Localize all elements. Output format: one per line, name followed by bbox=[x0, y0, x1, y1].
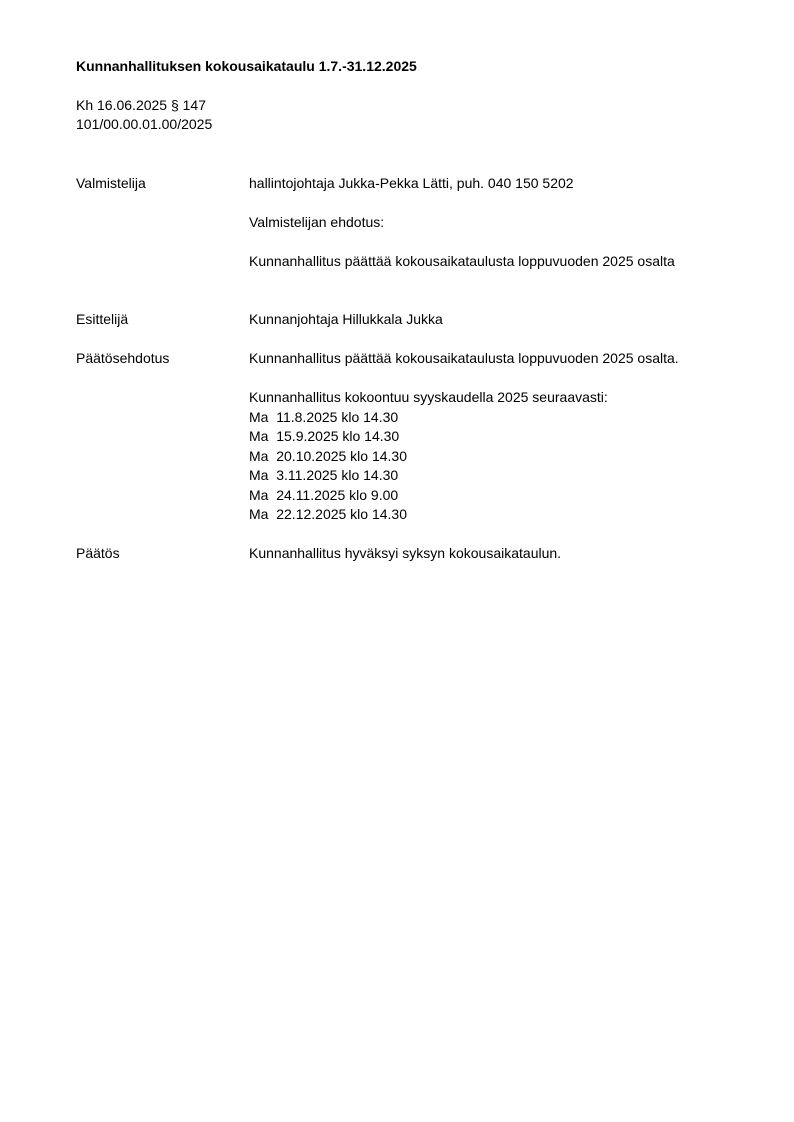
section-paatos bbox=[76, 544, 736, 564]
schedule-item: Ma 22.12.2025 klo 14.30 bbox=[249, 506, 408, 522]
document-title: Kunnanhallituksen kokousaikataulu 1.7.-31.12.2025 bbox=[76, 58, 417, 74]
preparer-info: hallintojohtaja Jukka-Pekka Lätti, puh. 040 150 5202 bbox=[249, 174, 574, 191]
schedule-item: Ma 11.8.2025 klo 14.30 bbox=[249, 408, 399, 425]
schedule-item: Ma 20.10.2025 klo 14.30 bbox=[249, 447, 408, 464]
document-page bbox=[76, 57, 736, 564]
section-valmistelija bbox=[76, 174, 736, 272]
case-number: 101/00.00.01.00/2025 bbox=[76, 116, 213, 132]
section-label: Päätös bbox=[76, 545, 120, 561]
proposal-text: Kunnanhallitus päättää kokousaikataulusta loppuvuoden 2025 osalta bbox=[249, 252, 675, 269]
section-content bbox=[249, 349, 736, 525]
schedule-item: Ma 24.11.2025 klo 9.00 bbox=[249, 486, 399, 503]
section-esittelija bbox=[76, 310, 736, 330]
section-content bbox=[249, 310, 736, 330]
document-meta bbox=[76, 96, 736, 135]
presenter-info: Kunnanjohtaja Hillukkala Jukka bbox=[249, 311, 443, 327]
section-label: Esittelijä bbox=[76, 311, 129, 327]
section-content bbox=[249, 174, 736, 272]
proposal-heading: Valmistelijan ehdotus: bbox=[249, 213, 385, 230]
section-content bbox=[249, 544, 736, 564]
meeting-reference: Kh 16.06.2025 § 147 bbox=[76, 96, 207, 113]
decision-proposal-text: Kunnanhallitus päättää kokousaikataulusta loppuvuoden 2025 osalta. bbox=[249, 350, 679, 366]
section-label: Valmistelija bbox=[76, 174, 146, 191]
schedule-intro: Kunnanhallitus kokoontuu syyskaudella 2025 seuraavasti: bbox=[249, 389, 608, 405]
section-paatosehdotus bbox=[76, 349, 736, 525]
decision-text: Kunnanhallitus hyväksyi syksyn kokousaikataulun. bbox=[249, 545, 562, 561]
section-label: Päätösehdotus bbox=[76, 350, 170, 366]
schedule-item: Ma 15.9.2025 klo 14.30 bbox=[249, 428, 400, 444]
schedule-item: Ma 3.11.2025 klo 14.30 bbox=[249, 467, 399, 483]
